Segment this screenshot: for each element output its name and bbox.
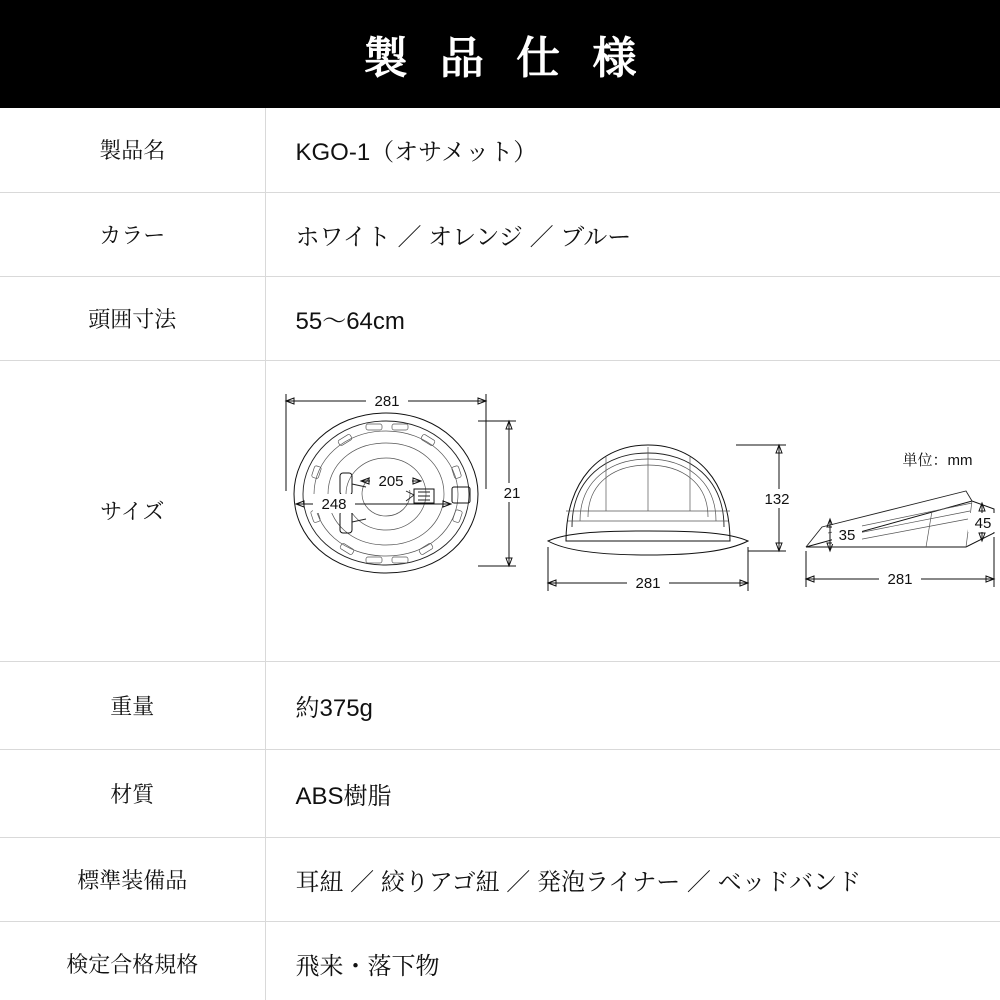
dim-folded-width bbox=[806, 537, 994, 588]
table-row bbox=[0, 276, 1000, 360]
row-value-weight: 約375g bbox=[295, 694, 373, 722]
row-label-head-size: 頭囲寸法 bbox=[0, 276, 265, 360]
row-value-size bbox=[265, 360, 1000, 661]
row-label-color: カラー bbox=[0, 192, 265, 276]
dim-label-205: 205 bbox=[377, 472, 404, 490]
row-label-material: 材質 bbox=[0, 749, 265, 837]
page-title: 製 品 仕 様 bbox=[363, 34, 647, 83]
dim-folded-left bbox=[827, 519, 862, 551]
unit-label: 単位：mm bbox=[902, 451, 973, 469]
row-value-color: ホワイト ／ オレンジ ／ ブルー bbox=[295, 223, 632, 251]
spec-table bbox=[0, 108, 1000, 1000]
dim-inner-248 bbox=[296, 494, 451, 513]
table-row bbox=[0, 360, 1000, 661]
table-row bbox=[0, 108, 1000, 192]
table-row bbox=[0, 192, 1000, 276]
row-label-standard-equipment: 標準装備品 bbox=[0, 837, 265, 921]
row-value-product-name: KGO-1（オサメット） bbox=[295, 139, 538, 167]
dim-label-folded-width: 281 bbox=[886, 570, 913, 588]
dim-side-width bbox=[548, 547, 748, 592]
table-row bbox=[0, 749, 1000, 837]
page-header bbox=[0, 0, 1000, 108]
row-value-standard-equipment: 耳紐 ／ 絞りアゴ紐 ／ 発泡ライナー ／ ベッドバンド bbox=[295, 868, 862, 896]
dim-label-35: 35 bbox=[838, 526, 855, 544]
dim-label-side-height: 132 bbox=[763, 490, 790, 508]
row-value-certification: 飛来・落下物 bbox=[295, 952, 440, 980]
dim-label-side-width: 281 bbox=[634, 574, 661, 592]
dim-label-top-width: 281 bbox=[373, 392, 400, 410]
dim-label-248: 248 bbox=[320, 495, 347, 513]
helmet-top-view bbox=[294, 413, 478, 573]
table-row bbox=[0, 661, 1000, 749]
helmet-side-view bbox=[548, 445, 748, 555]
row-value-material: ABS樹脂 bbox=[295, 782, 392, 810]
dim-label-21: 21 bbox=[503, 484, 520, 502]
helmet-dimension-drawing bbox=[266, 361, 1000, 661]
table-row bbox=[0, 837, 1000, 921]
row-value-head-size: 55〜64cm bbox=[295, 307, 405, 335]
row-label-size: サイズ bbox=[0, 360, 265, 661]
drawing-svg bbox=[266, 361, 1000, 661]
dim-side-height bbox=[736, 445, 798, 551]
table-row bbox=[0, 921, 1000, 1000]
dim-inner-205 bbox=[361, 471, 421, 490]
dim-label-45: 45 bbox=[974, 514, 991, 532]
row-label-weight: 重量 bbox=[0, 661, 265, 749]
row-label-product-name: 製品名 bbox=[0, 108, 265, 192]
row-label-certification: 検定合格規格 bbox=[0, 921, 265, 1000]
dim-top-height bbox=[478, 421, 526, 566]
